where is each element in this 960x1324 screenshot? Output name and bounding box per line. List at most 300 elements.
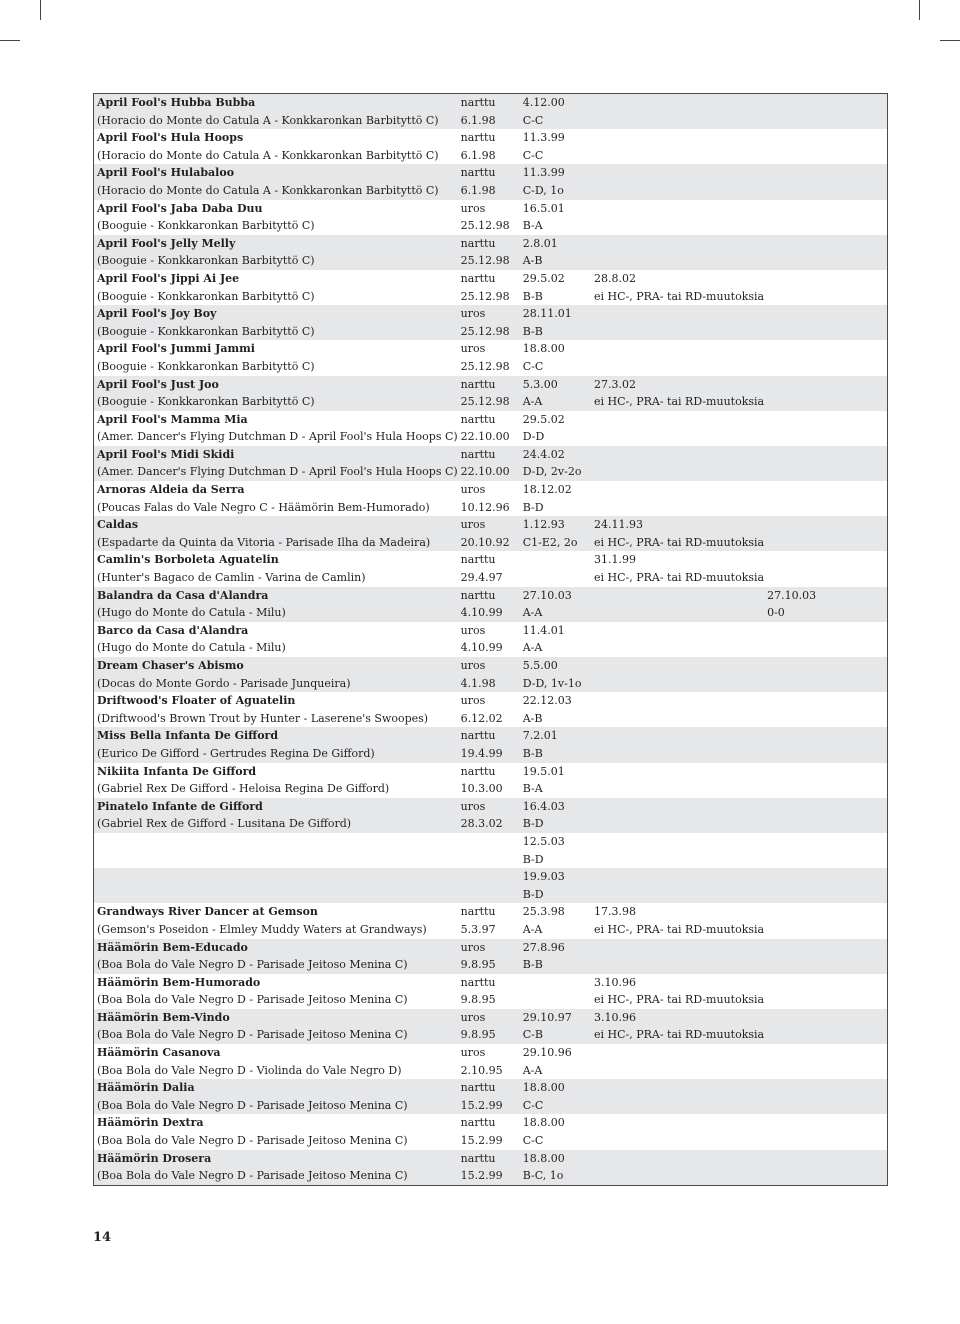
sex-date-cell: 4.10.99 [458, 639, 520, 657]
dog-name-cell: April Fool's Hulabaloo [94, 164, 458, 182]
sex-date-cell: uros [458, 1009, 520, 1027]
result-cell: A-B [520, 252, 591, 270]
note-cell: 27.3.02 [591, 376, 764, 394]
extra-cell [764, 270, 887, 288]
dog-name-cell: (Booguie - Konkkaronkan Barbityttö C) [94, 252, 458, 270]
result-cell: 11.3.99 [520, 129, 591, 147]
table-row [94, 463, 888, 481]
table-row [94, 393, 888, 411]
sex-date-cell: 15.2.99 [458, 1132, 520, 1150]
sex-date-cell: 20.10.92 [458, 534, 520, 552]
sex-date-cell: 4.1.98 [458, 675, 520, 693]
dog-name-cell: Dream Chaser's Abismo [94, 657, 458, 675]
note-cell [591, 147, 764, 165]
result-cell: B-B [520, 745, 591, 763]
extra-cell [764, 481, 887, 499]
note-cell [591, 305, 764, 323]
extra-cell [764, 534, 887, 552]
note-cell [591, 657, 764, 675]
result-cell: B-C, 1o [520, 1167, 591, 1185]
note-cell [591, 745, 764, 763]
sex-date-cell: narttu [458, 270, 520, 288]
sex-date-cell: narttu [458, 587, 520, 605]
extra-cell [764, 235, 887, 253]
note-cell: ei HC-, PRA- tai RD-muutoksia [591, 393, 764, 411]
table-row [94, 1097, 888, 1115]
dog-name-cell [94, 833, 458, 851]
extra-cell [764, 1114, 887, 1132]
dog-name-cell: (Booguie - Konkkaronkan Barbityttö C) [94, 323, 458, 341]
sex-date-cell: 19.4.99 [458, 745, 520, 763]
sex-date-cell: uros [458, 305, 520, 323]
result-cell: 29.5.02 [520, 411, 591, 429]
extra-cell [764, 763, 887, 781]
dog-name-cell: Häämörin Drosera [94, 1150, 458, 1168]
note-cell [591, 604, 764, 622]
note-cell [591, 446, 764, 464]
dog-name-cell: (Gabriel Rex de Gifford - Lusitana De Gifford) [94, 815, 458, 833]
extra-cell [764, 112, 887, 130]
result-cell: 24.4.02 [520, 446, 591, 464]
dog-name-cell: Häämörin Bem-Vindo [94, 1009, 458, 1027]
note-cell [591, 886, 764, 904]
extra-cell [764, 376, 887, 394]
result-cell [520, 974, 591, 992]
crop-mark-top-left-h [0, 40, 20, 41]
dog-name-cell: Caldas [94, 516, 458, 534]
dog-name-cell: Häämörin Bem-Educado [94, 939, 458, 957]
extra-cell [764, 868, 887, 886]
extra-cell [764, 1009, 887, 1027]
table-row [94, 147, 888, 165]
note-cell [591, 499, 764, 517]
result-cell: C1-E2, 2o [520, 534, 591, 552]
dog-registry-table [93, 93, 888, 1186]
table-row [94, 340, 888, 358]
sex-date-cell: narttu [458, 411, 520, 429]
table-row [94, 851, 888, 869]
table-row [94, 94, 888, 112]
table-row [94, 815, 888, 833]
dog-name-cell: (Boa Bola do Vale Negro D - Parisade Jeitoso Menina C) [94, 956, 458, 974]
table-row [94, 516, 888, 534]
note-cell: 17.3.98 [591, 903, 764, 921]
dog-name-cell [94, 868, 458, 886]
table-row [94, 376, 888, 394]
dog-name-cell: April Fool's Just Joo [94, 376, 458, 394]
extra-cell [764, 164, 887, 182]
dog-name-cell: (Hugo do Monte do Catula - Milu) [94, 639, 458, 657]
result-cell: C-C [520, 358, 591, 376]
note-cell [591, 1114, 764, 1132]
extra-cell [764, 1132, 887, 1150]
dog-name-cell [94, 886, 458, 904]
dog-name-cell: (Espadarte da Quinta da Vitoria - Parisade Ilha da Madeira) [94, 534, 458, 552]
extra-cell [764, 217, 887, 235]
note-cell [591, 587, 764, 605]
extra-cell [764, 903, 887, 921]
sex-date-cell: narttu [458, 763, 520, 781]
extra-cell [764, 692, 887, 710]
result-cell: A-A [520, 393, 591, 411]
note-cell: ei HC-, PRA- tai RD-muutoksia [591, 288, 764, 306]
sex-date-cell: 25.12.98 [458, 217, 520, 235]
table-row [94, 780, 888, 798]
extra-cell [764, 851, 887, 869]
table-row [94, 710, 888, 728]
dog-name-cell: (Hunter's Bagaco de Camlin - Varina de Camlin) [94, 569, 458, 587]
table-row [94, 252, 888, 270]
extra-cell [764, 886, 887, 904]
sex-date-cell: narttu [458, 903, 520, 921]
dog-name-cell: (Booguie - Konkkaronkan Barbityttö C) [94, 288, 458, 306]
extra-cell [764, 252, 887, 270]
table-row [94, 288, 888, 306]
sex-date-cell: uros [458, 1044, 520, 1062]
extra-cell [764, 358, 887, 376]
extra-cell [764, 129, 887, 147]
sex-date-cell: narttu [458, 1114, 520, 1132]
result-cell: A-A [520, 639, 591, 657]
table-row [94, 956, 888, 974]
extra-cell [764, 182, 887, 200]
result-cell: 16.4.03 [520, 798, 591, 816]
table-row [94, 182, 888, 200]
note-cell [591, 112, 764, 130]
sex-date-cell: 9.8.95 [458, 956, 520, 974]
result-cell: B-B [520, 323, 591, 341]
extra-cell [764, 974, 887, 992]
sex-date-cell [458, 868, 520, 886]
dog-name-cell: Häämörin Bem-Humorado [94, 974, 458, 992]
note-cell [591, 1079, 764, 1097]
sex-date-cell: 22.10.00 [458, 463, 520, 481]
dog-name-cell: Barco da Casa d'Alandra [94, 622, 458, 640]
sex-date-cell: 6.1.98 [458, 112, 520, 130]
table-row [94, 921, 888, 939]
extra-cell [764, 798, 887, 816]
table-row [94, 639, 888, 657]
result-cell: 18.12.02 [520, 481, 591, 499]
extra-cell [764, 639, 887, 657]
extra-cell [764, 939, 887, 957]
table-row [94, 217, 888, 235]
extra-cell [764, 393, 887, 411]
sex-date-cell: 25.12.98 [458, 393, 520, 411]
dog-name-cell: Nikiita Infanta De Gifford [94, 763, 458, 781]
note-cell [591, 481, 764, 499]
note-cell: ei HC-, PRA- tai RD-muutoksia [591, 569, 764, 587]
result-cell: 5.5.00 [520, 657, 591, 675]
result-cell: 29.10.97 [520, 1009, 591, 1027]
sex-date-cell: narttu [458, 376, 520, 394]
extra-cell [764, 833, 887, 851]
result-cell: C-D, 1o [520, 182, 591, 200]
table-row [94, 1167, 888, 1185]
note-cell [591, 622, 764, 640]
extra-cell: 0-0 [764, 604, 887, 622]
dog-name-cell: Miss Bella Infanta De Gifford [94, 727, 458, 745]
dog-name-cell: (Docas do Monte Gordo - Parisade Junqueira) [94, 675, 458, 693]
result-cell: 22.12.03 [520, 692, 591, 710]
table-row [94, 675, 888, 693]
note-cell [591, 1044, 764, 1062]
sex-date-cell: 25.12.98 [458, 358, 520, 376]
note-cell [591, 868, 764, 886]
result-cell: B-A [520, 780, 591, 798]
table-row [94, 1079, 888, 1097]
result-cell: C-C [520, 1097, 591, 1115]
extra-cell [764, 288, 887, 306]
extra-cell [764, 340, 887, 358]
extra-cell [764, 1150, 887, 1168]
note-cell [591, 1097, 764, 1115]
note-cell [591, 727, 764, 745]
table-row [94, 200, 888, 218]
table-row [94, 305, 888, 323]
result-cell [520, 551, 591, 569]
extra-cell: 27.10.03 [764, 587, 887, 605]
table-row [94, 657, 888, 675]
extra-cell [764, 1079, 887, 1097]
result-cell: 29.5.02 [520, 270, 591, 288]
note-cell: ei HC-, PRA- tai RD-muutoksia [591, 534, 764, 552]
result-cell: B-A [520, 217, 591, 235]
sex-date-cell: 6.1.98 [458, 147, 520, 165]
sex-date-cell [458, 851, 520, 869]
sex-date-cell: uros [458, 516, 520, 534]
table-row [94, 1062, 888, 1080]
sex-date-cell: uros [458, 200, 520, 218]
note-cell [591, 1167, 764, 1185]
note-cell [591, 798, 764, 816]
table-row [94, 868, 888, 886]
sex-date-cell [458, 886, 520, 904]
note-cell [591, 182, 764, 200]
extra-cell [764, 921, 887, 939]
note-cell [591, 411, 764, 429]
dog-name-cell: April Fool's Midi Skidi [94, 446, 458, 464]
sex-date-cell [458, 833, 520, 851]
result-cell: 11.4.01 [520, 622, 591, 640]
sex-date-cell: 10.3.00 [458, 780, 520, 798]
note-cell: 3.10.96 [591, 1009, 764, 1027]
dog-name-cell: April Fool's Jummi Jammi [94, 340, 458, 358]
note-cell: 28.8.02 [591, 270, 764, 288]
sex-date-cell: narttu [458, 94, 520, 112]
dog-name-cell: (Horacio do Monte do Catula A - Konkkaronkan Barbityttö C) [94, 182, 458, 200]
extra-cell [764, 463, 887, 481]
dog-name-cell: (Eurico De Gifford - Gertrudes Regina De Gifford) [94, 745, 458, 763]
crop-mark-top-left [40, 0, 41, 20]
result-cell: C-C [520, 1132, 591, 1150]
extra-cell [764, 815, 887, 833]
dog-name-cell: April Fool's Mamma Mia [94, 411, 458, 429]
sex-date-cell: narttu [458, 1079, 520, 1097]
extra-cell [764, 1044, 887, 1062]
table-row [94, 1026, 888, 1044]
result-cell: 1.12.93 [520, 516, 591, 534]
table-row [94, 745, 888, 763]
extra-cell [764, 991, 887, 1009]
result-cell: 18.8.00 [520, 1114, 591, 1132]
sex-date-cell: 25.12.98 [458, 288, 520, 306]
sex-date-cell: 28.3.02 [458, 815, 520, 833]
extra-cell [764, 1062, 887, 1080]
note-cell [591, 323, 764, 341]
result-cell: A-A [520, 604, 591, 622]
result-cell: A-A [520, 921, 591, 939]
extra-cell [764, 569, 887, 587]
note-cell: ei HC-, PRA- tai RD-muutoksia [591, 921, 764, 939]
note-cell: 3.10.96 [591, 974, 764, 992]
dog-name-cell: Balandra da Casa d'Alandra [94, 587, 458, 605]
extra-cell [764, 710, 887, 728]
note-cell [591, 340, 764, 358]
result-cell: 18.8.00 [520, 340, 591, 358]
extra-cell [764, 1167, 887, 1185]
sex-date-cell: uros [458, 481, 520, 499]
result-cell: 7.2.01 [520, 727, 591, 745]
dog-name-cell: April Fool's Jaba Daba Duu [94, 200, 458, 218]
extra-cell [764, 516, 887, 534]
result-cell: D-D [520, 428, 591, 446]
dog-name-cell: Häämörin Dalia [94, 1079, 458, 1097]
note-cell [591, 780, 764, 798]
table-row [94, 164, 888, 182]
note-cell [591, 463, 764, 481]
dog-name-cell: (Boa Bola do Vale Negro D - Parisade Jeitoso Menina C) [94, 1097, 458, 1115]
sex-date-cell: narttu [458, 727, 520, 745]
table-row [94, 727, 888, 745]
sex-date-cell: 4.10.99 [458, 604, 520, 622]
extra-cell [764, 780, 887, 798]
result-cell: A-B [520, 710, 591, 728]
result-cell: 19.5.01 [520, 763, 591, 781]
dog-name-cell: (Boa Bola do Vale Negro D - Parisade Jeitoso Menina C) [94, 1167, 458, 1185]
result-cell: 18.8.00 [520, 1079, 591, 1097]
result-cell: B-B [520, 956, 591, 974]
table-row [94, 112, 888, 130]
dog-name-cell: April Fool's Jelly Melly [94, 235, 458, 253]
result-cell: 29.10.96 [520, 1044, 591, 1062]
sex-date-cell: narttu [458, 1150, 520, 1168]
note-cell [591, 358, 764, 376]
result-cell: 5.3.00 [520, 376, 591, 394]
extra-cell [764, 551, 887, 569]
note-cell [591, 1150, 764, 1168]
table-row [94, 763, 888, 781]
table-row [94, 833, 888, 851]
sex-date-cell: uros [458, 622, 520, 640]
result-cell: B-D [520, 886, 591, 904]
sex-date-cell: 6.1.98 [458, 182, 520, 200]
result-cell: 12.5.03 [520, 833, 591, 851]
table-row [94, 129, 888, 147]
dog-name-cell: Pinatelo Infante de Gifford [94, 798, 458, 816]
sex-date-cell: 22.10.00 [458, 428, 520, 446]
result-cell: B-D [520, 815, 591, 833]
table-row [94, 587, 888, 605]
page-number: 14 [93, 1230, 112, 1245]
sex-date-cell: 9.8.95 [458, 991, 520, 1009]
table-row [94, 323, 888, 341]
sex-date-cell: narttu [458, 129, 520, 147]
table-row [94, 569, 888, 587]
table-row [94, 428, 888, 446]
dog-name-cell: (Horacio do Monte do Catula A - Konkkaronkan Barbityttö C) [94, 147, 458, 165]
sex-date-cell: narttu [458, 164, 520, 182]
extra-cell [764, 675, 887, 693]
dog-name-cell: (Gabriel Rex De Gifford - Heloisa Regina De Gifford) [94, 780, 458, 798]
table-row [94, 446, 888, 464]
extra-cell [764, 1097, 887, 1115]
sex-date-cell: narttu [458, 974, 520, 992]
extra-cell [764, 305, 887, 323]
dog-name-cell: Grandways River Dancer at Gemson [94, 903, 458, 921]
sex-date-cell: 15.2.99 [458, 1167, 520, 1185]
dog-name-cell: (Poucas Falas do Vale Negro C - Häämörin Bem-Humorado) [94, 499, 458, 517]
extra-cell [764, 727, 887, 745]
sex-date-cell: uros [458, 340, 520, 358]
dog-name-cell: (Gemson's Poseidon - Elmley Muddy Waters at Grandways) [94, 921, 458, 939]
note-cell [591, 956, 764, 974]
extra-cell [764, 147, 887, 165]
extra-cell [764, 323, 887, 341]
note-cell [591, 710, 764, 728]
result-cell [520, 991, 591, 1009]
result-cell: 2.8.01 [520, 235, 591, 253]
table-row [94, 1044, 888, 1062]
note-cell [591, 851, 764, 869]
dog-name-cell: (Boa Bola do Vale Negro D - Violinda do Vale Negro D) [94, 1062, 458, 1080]
extra-cell [764, 956, 887, 974]
note-cell [591, 815, 764, 833]
sex-date-cell: 25.12.98 [458, 323, 520, 341]
sex-date-cell: 5.3.97 [458, 921, 520, 939]
table-row [94, 551, 888, 569]
note-cell [591, 833, 764, 851]
table-row [94, 481, 888, 499]
table-row [94, 798, 888, 816]
result-cell: 11.3.99 [520, 164, 591, 182]
result-cell: A-A [520, 1062, 591, 1080]
result-cell: D-D, 2v-2o [520, 463, 591, 481]
dog-name-cell: Häämörin Dextra [94, 1114, 458, 1132]
dog-name-cell: (Driftwood's Brown Trout by Hunter - Laserene's Swoopes) [94, 710, 458, 728]
result-cell: 27.10.03 [520, 587, 591, 605]
sex-date-cell: narttu [458, 446, 520, 464]
note-cell [591, 692, 764, 710]
extra-cell [764, 428, 887, 446]
note-cell [591, 1132, 764, 1150]
result-cell: 25.3.98 [520, 903, 591, 921]
result-cell [520, 569, 591, 587]
sex-date-cell: narttu [458, 235, 520, 253]
extra-cell [764, 622, 887, 640]
note-cell [591, 939, 764, 957]
note-cell [591, 200, 764, 218]
crop-mark-top-right [919, 0, 920, 20]
sex-date-cell: uros [458, 798, 520, 816]
sex-date-cell: narttu [458, 551, 520, 569]
result-cell: 19.9.03 [520, 868, 591, 886]
dog-name-cell: April Fool's Jippi Ai Jee [94, 270, 458, 288]
extra-cell [764, 657, 887, 675]
extra-cell [764, 94, 887, 112]
extra-cell [764, 411, 887, 429]
result-cell: C-C [520, 112, 591, 130]
